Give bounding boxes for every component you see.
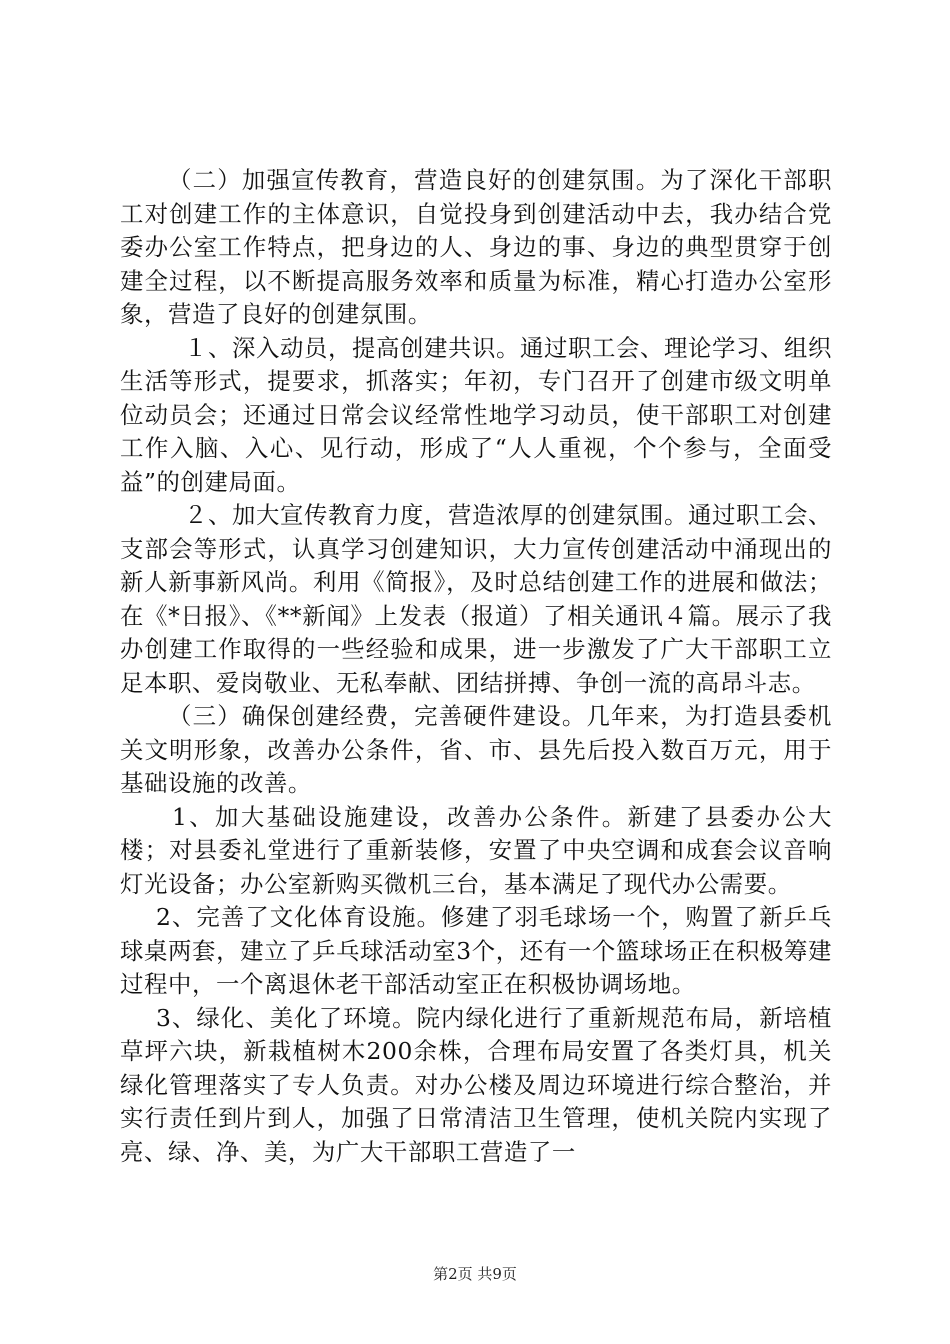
page-number-footer: 第2页 共9页	[433, 1265, 517, 1283]
paragraph-publicity-strength: ２、加大宣传教育力度，营造浓厚的创建氛围。通过职工会、支部会等形式，认真学习创建知识，大力宣传创建活动中涌现出的新人新事新风尚。利用《简报》，及时总结创建工作的进展和做法；在《*日报》、《**新闻》上发表（报道）了相关通讯４篇。展示了我办创建工作取得的一些经验和成果，进一步激发了广大干部职工立足本职、爱岗敬业、无私奉献、团结拼搏、争创一流的高昂斗志。	[120, 501, 832, 697]
paragraph-publicity-education: （二）加强宣传教育，营造良好的创建氛围。为了深化干部职工对创建工作的主体意识，自觉投身到创建活动中去，我办结合党委办公室工作特点，把身边的人、身边的事、身边的典型贯穿于创建全过程，以不断提高服务效率和质量为标准，精心打造办公室形象，营造了良好的创建氛围。	[120, 166, 832, 328]
document-body	[120, 164, 832, 1169]
paragraph-funding: （三）确保创建经费，完善硬件建设。几年来，为打造县委机关文明形象，改善办公条件，省、市、县先后投入数百万元，用于基础设施的改善。	[120, 702, 832, 797]
paragraph-environment: 3、绿化、美化了环境。院内绿化进行了重新规范布局，新培植草坪六块，新栽植树木200余株，合理布局安置了各类灯具，机关绿化管理落实了专人负责。对办公楼及周边环境进行综合整治，并实行责任到片到人，加强了日常清洁卫生管理，使机关院内实现了亮、绿、净、美，为广大干部职工营造了一	[120, 1003, 832, 1166]
paragraph-mobilization: １、深入动员，提高创建共识。通过职工会、理论学习、组织生活等形式，提要求，抓落实；年初，专门召开了创建市级文明单位动员会；还通过日常会议经常性地学习动员，使干部职工对创建工作入脑、入心、见行动，形成了“人人重视，个个参与，全面受益”的创建局面。	[120, 333, 832, 496]
paragraph-sports-facilities: 2、完善了文化体育设施。修建了羽毛球场一个，购置了新乒乓球桌两套，建立了乒乓球活动室3个，还有一个篮球场正在积极筹建过程中，一个离退休老干部活动室正在积极协调场地。	[120, 903, 832, 998]
paragraph-infrastructure: 1、加大基础设施建设，改善办公条件。新建了县委办公大楼；对县委礼堂进行了重新装修，安置了中央空调和成套会议音响灯光设备；办公室新购买微机三台，基本满足了现代办公需要。	[120, 802, 832, 898]
